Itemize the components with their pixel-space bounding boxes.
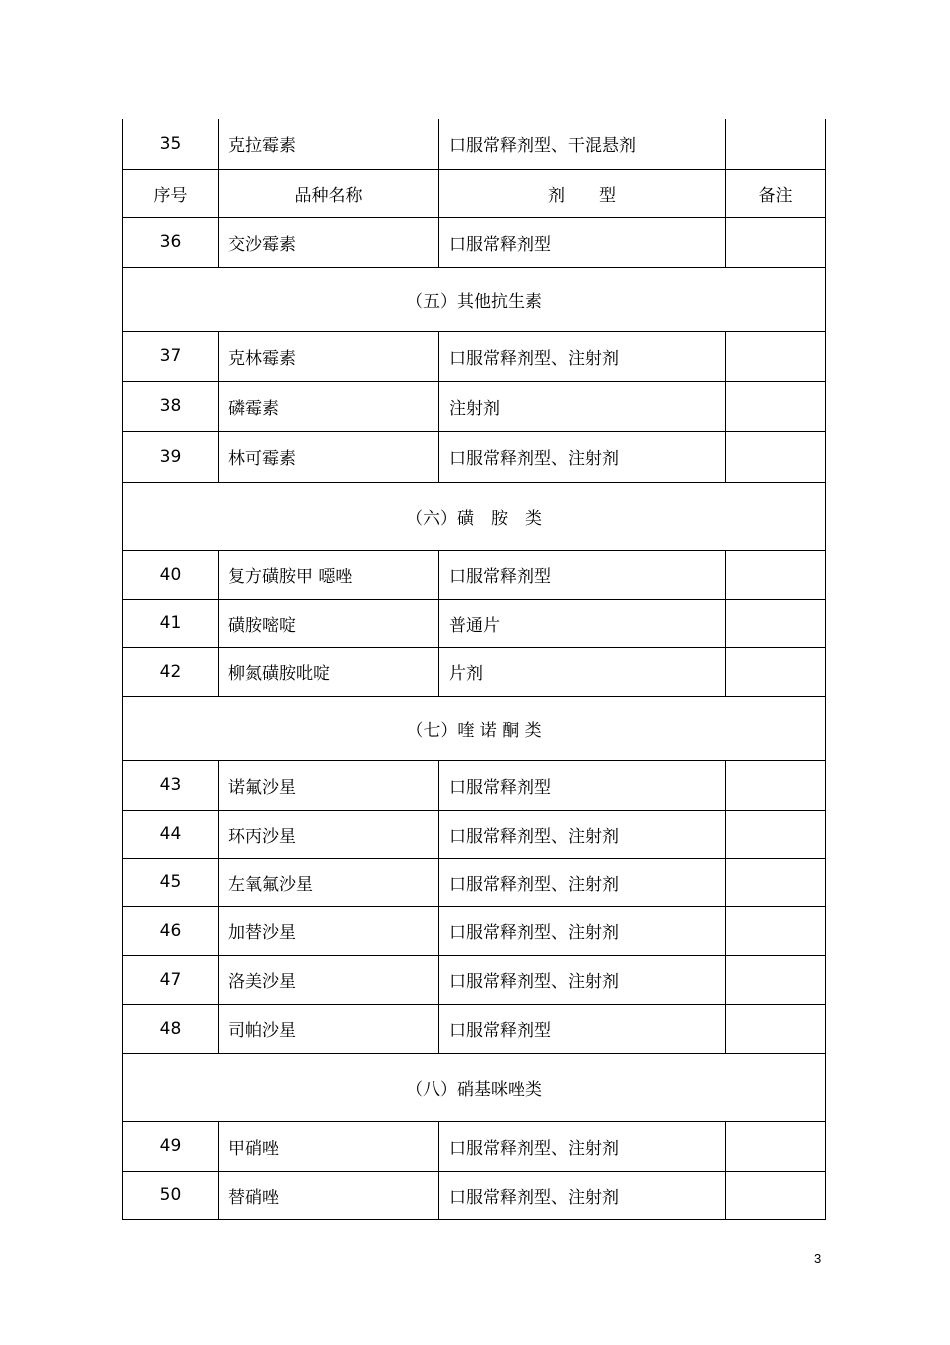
table-row	[123, 217, 826, 267]
row-number-cell: 35	[123, 119, 219, 169]
dosage-form-cell: 口服常释剂型	[439, 760, 726, 810]
dosage-form-cell: 普通片	[439, 599, 726, 647]
section-row	[123, 267, 826, 331]
table-row	[123, 810, 826, 858]
note-cell	[726, 550, 826, 599]
row-number-cell: 41	[123, 599, 219, 647]
note-cell	[726, 858, 826, 906]
page-number: 3	[814, 1251, 822, 1266]
note-cell	[726, 1171, 826, 1219]
drug-name-cell: 司帕沙星	[219, 1004, 439, 1053]
drug-name-cell: 洛美沙星	[219, 955, 439, 1004]
note-cell	[726, 810, 826, 858]
drug-name-cell: 磺胺嘧啶	[219, 599, 439, 647]
drug-table	[122, 119, 826, 1220]
dosage-form-cell: 片剂	[439, 647, 726, 696]
note-cell	[726, 1004, 826, 1053]
table-row	[123, 119, 826, 169]
dosage-form-cell: 口服常释剂型	[439, 217, 726, 267]
row-number-cell: 43	[123, 760, 219, 810]
header-note: 备注	[726, 169, 826, 217]
dosage-form-cell: 口服常释剂型、注射剂	[439, 1121, 726, 1171]
dosage-form-cell: 口服常释剂型、注射剂	[439, 906, 726, 955]
drug-name-cell: 替硝唑	[219, 1171, 439, 1219]
section-row	[123, 696, 826, 760]
table-row	[123, 955, 826, 1004]
note-cell	[726, 906, 826, 955]
table-row	[123, 1171, 826, 1219]
table-row	[123, 647, 826, 696]
note-cell	[726, 1121, 826, 1171]
drug-name-cell: 林可霉素	[219, 431, 439, 482]
drug-name-cell: 环丙沙星	[219, 810, 439, 858]
table-row	[123, 906, 826, 955]
section-title: （七）喹 诺 酮 类	[123, 696, 826, 760]
note-cell	[726, 599, 826, 647]
section-row	[123, 482, 826, 550]
dosage-form-cell: 口服常释剂型、注射剂	[439, 431, 726, 482]
table-row	[123, 1004, 826, 1053]
row-number-cell: 46	[123, 906, 219, 955]
dosage-form-cell: 口服常释剂型	[439, 550, 726, 599]
row-number-cell: 39	[123, 431, 219, 482]
note-cell	[726, 431, 826, 482]
table-row	[123, 431, 826, 482]
row-number-cell: 49	[123, 1121, 219, 1171]
row-number-cell: 44	[123, 810, 219, 858]
row-number-cell: 36	[123, 217, 219, 267]
dosage-form-cell: 口服常释剂型、注射剂	[439, 1171, 726, 1219]
dosage-form-cell: 口服常释剂型、干混悬剂	[439, 119, 726, 169]
dosage-form-cell: 口服常释剂型、注射剂	[439, 955, 726, 1004]
section-title: （八）硝基咪唑类	[123, 1053, 826, 1121]
drug-name-cell: 磷霉素	[219, 381, 439, 431]
table-header-row	[123, 169, 826, 217]
note-cell	[726, 217, 826, 267]
dosage-form-cell: 口服常释剂型、注射剂	[439, 810, 726, 858]
drug-name-cell: 左氧氟沙星	[219, 858, 439, 906]
dosage-form-cell: 口服常释剂型、注射剂	[439, 331, 726, 381]
section-title: （五）其他抗生素	[123, 267, 826, 331]
drug-name-cell: 复方磺胺甲 噁唑	[219, 550, 439, 599]
drug-name-cell: 克林霉素	[219, 331, 439, 381]
dosage-form-cell: 口服常释剂型、注射剂	[439, 858, 726, 906]
drug-name-cell: 柳氮磺胺吡啶	[219, 647, 439, 696]
drug-name-cell: 交沙霉素	[219, 217, 439, 267]
header-drug-name: 品种名称	[219, 169, 439, 217]
note-cell	[726, 760, 826, 810]
dosage-form-cell: 注射剂	[439, 381, 726, 431]
table-row	[123, 760, 826, 810]
row-number-cell: 47	[123, 955, 219, 1004]
drug-name-cell: 甲硝唑	[219, 1121, 439, 1171]
note-cell	[726, 955, 826, 1004]
drug-name-cell: 克拉霉素	[219, 119, 439, 169]
table-row	[123, 599, 826, 647]
section-title: （六）磺 胺 类	[123, 482, 826, 550]
row-number-cell: 40	[123, 550, 219, 599]
table-row	[123, 1121, 826, 1171]
row-number-cell: 48	[123, 1004, 219, 1053]
row-number-cell: 45	[123, 858, 219, 906]
note-cell	[726, 647, 826, 696]
table-row	[123, 331, 826, 381]
table-row	[123, 381, 826, 431]
dosage-form-cell: 口服常释剂型	[439, 1004, 726, 1053]
row-number-cell: 42	[123, 647, 219, 696]
header-dosage-form: 剂 型	[439, 169, 726, 217]
section-row	[123, 1053, 826, 1121]
drug-name-cell: 加替沙星	[219, 906, 439, 955]
note-cell	[726, 119, 826, 169]
note-cell	[726, 331, 826, 381]
table-row	[123, 858, 826, 906]
header-number: 序号	[123, 169, 219, 217]
table-row	[123, 550, 826, 599]
note-cell	[726, 381, 826, 431]
drug-name-cell: 诺氟沙星	[219, 760, 439, 810]
row-number-cell: 37	[123, 331, 219, 381]
row-number-cell: 50	[123, 1171, 219, 1219]
row-number-cell: 38	[123, 381, 219, 431]
